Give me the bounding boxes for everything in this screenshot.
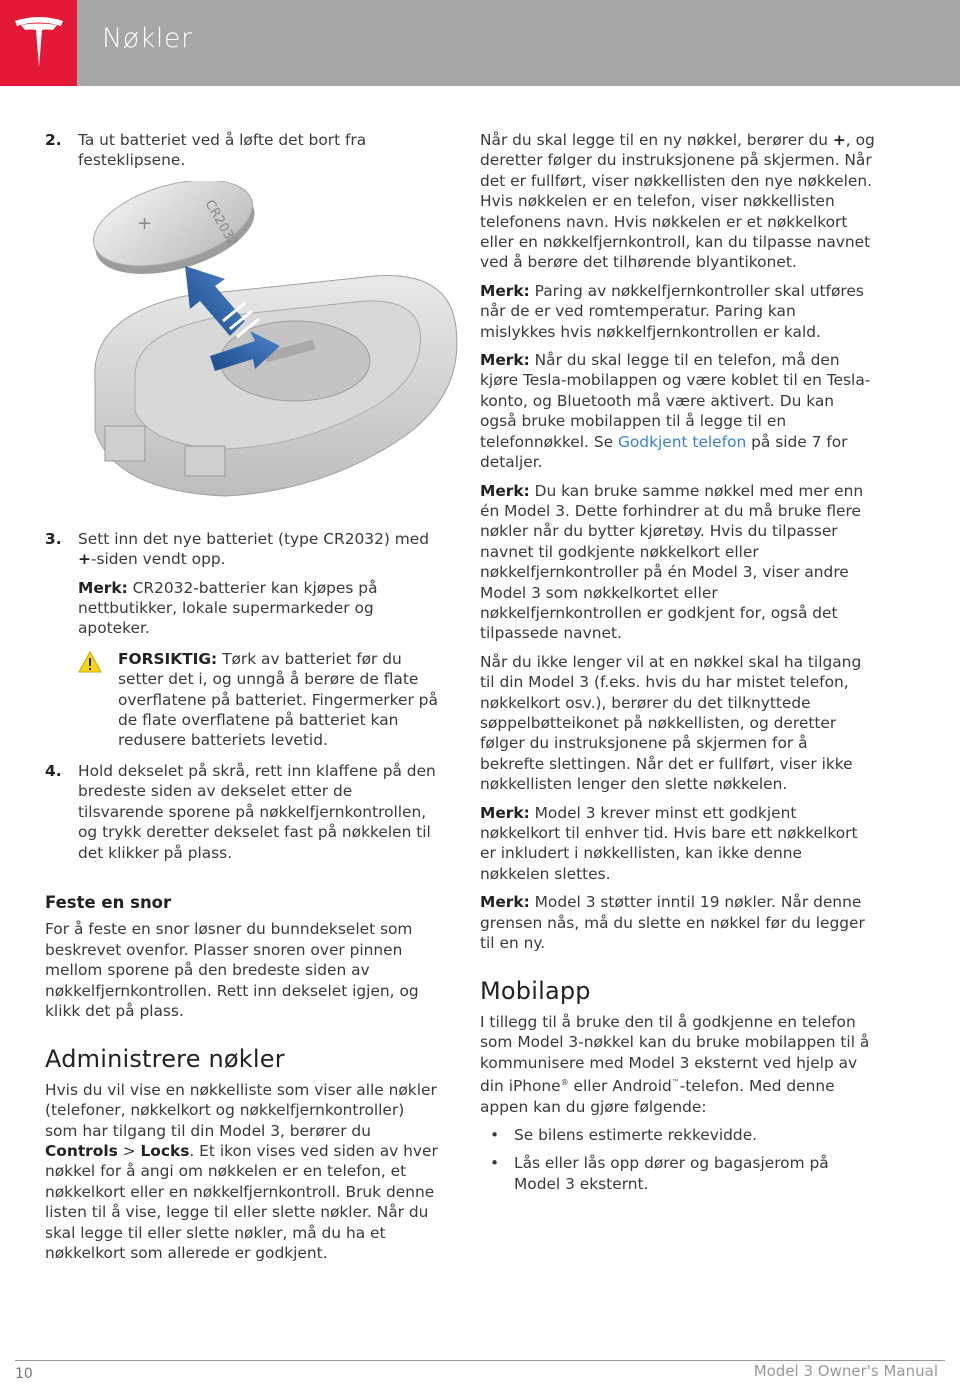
manual-title: Model 3 Owner's Manual [753, 1362, 938, 1380]
registered-mark: ® [560, 1078, 569, 1088]
note-1 [480, 281, 875, 342]
caution-text: Tørk av batteriet før du setter det i, og unngå å berøre de flate overflatene på batteriet. Fingermerker på de flate overflatene på batteriet kan redusere batteriets levetid. [118, 649, 438, 750]
note-label: Merk: [480, 803, 530, 822]
left-column [45, 130, 440, 1271]
mobile-text-2: eller Android [568, 1077, 672, 1096]
step-text: Ta ut batteriet ved å løfte det bort fra festeklipsene. [78, 131, 367, 170]
approved-phone-link[interactable]: Godkjent telefon [617, 432, 747, 451]
manage-keys-heading: Administrere nøkler [45, 1045, 285, 1074]
mobile-text-3: -telefon. Med denne appen kan du gjøre følgende: [480, 1077, 835, 1116]
note-5 [480, 892, 875, 953]
step-4 [45, 761, 440, 863]
note-label: Merk: [480, 351, 530, 370]
caution-block [78, 649, 440, 751]
note-2 [480, 350, 875, 472]
step-number: 2. [45, 131, 62, 149]
note-text-pre: Når du skal legge til en telefon, må den kjøre Tesla-mobilappen og være koblet til en Tesla-konto, og Bluetooth må være aktivert. Du kan også bruke mobilappen til å legge til en telefonnøkkel. Se [480, 351, 871, 451]
note-text: CR2032-batterier kan kjøpes på nettbutikker, lokale supermarkeder og apoteker. [78, 578, 378, 638]
list-item-text: Lås eller lås opp dører og bagasjerom på Model 3 eksternt. [514, 1154, 829, 1193]
note-4 [480, 803, 875, 885]
note-text: Du kan bruke samme nøkkel med mer enn én Model 3. Dette forhindrer at du må bruke flere nøkler når du bytter kjøretøy. Hvis du tilpasser navnet til godkjente nøkkelkort eller nøkkelfjernkontroller på én Model 3, viser andre Model 3 som nøkkelkortet eller nøkkelfjernkontrollen er godkjent for, også det tilpassede navnet. [480, 481, 864, 643]
right-column [480, 130, 875, 1194]
list-item [480, 1153, 875, 1194]
list-item-text: Se bilens estimerte rekkevidde. [514, 1126, 758, 1144]
note-text: Model 3 krever minst ett godkjent nøkkelkort til enhver tid. Hvis bare ett nøkkelkort er inkludert i nøkkellisten, kan ikke denne nøkkelen slettes. [480, 803, 858, 883]
step-text-pre: Sett inn det nye batteriet (type CR2032) med [78, 529, 430, 548]
page-header [0, 0, 960, 86]
step-text: Hold dekselet på skrå, rett inn klaffene på den bredeste siden av dekselet etter de tilsvarende sporene på nøkkelfjernkontrollen, og trykk deretter dekselet fast på nøkkelen til det klikker på plass. [78, 761, 436, 862]
note-3 [480, 481, 875, 644]
trademark-mark: ™ [671, 1078, 680, 1088]
manage-keys-text [45, 1080, 440, 1264]
caution-label: FORSIKTIG: [118, 649, 218, 668]
add-key-text-post: , og deretter følger du instruksjonene på skjermen. Når det er fullført, viser nøkkellisten den nye nøkkelen. Hvis nøkkelen er en telefon, viser nøkkellisten telefonens navn. Hvis nøkkelen er et nøkkelkort eller en nøkkelfjernkontroll, kan du tilpasse navnet ved å berøre det tilhørende blyantikonet. [480, 131, 875, 272]
tesla-logo [0, 0, 77, 86]
step-number: 4. [45, 761, 62, 780]
tesla-logo-icon [13, 15, 65, 71]
battery-plus-sign: + [137, 212, 153, 234]
note-label: Merk: [480, 893, 530, 912]
step-number: 3. [45, 529, 62, 548]
separator: > [117, 1141, 141, 1160]
manage-text-post: . Et ikon vises ved siden av hver nøkkel for å angi om nøkkelen er en telefon, et nøkkelkort eller en nøkkelfjernkontroll. Bruk denne listen til å vise, legge til eller slette nøkler. Når du skal legge til eller slette nøkler, må du ha et nøkkelkort som allerede er godkjent. [45, 1141, 438, 1262]
locks-label: Locks [140, 1141, 190, 1160]
list-item [480, 1125, 875, 1145]
key-fob-battery-image [75, 181, 465, 521]
note-text-post: på side 7 for detaljer. [480, 432, 848, 472]
mobile-text-1: I tillegg til å bruke den til å godkjenne en telefon som Model 3-nøkkel kan du bruke mobilappen til å kommunisere med Model 3 eksternt ved hjelp av din iPhone [480, 1012, 870, 1096]
note-text: Model 3 støtter inntil 19 nøkler. Når denne grensen nås, må du slette en nøkkel før du legger til en ny. [480, 893, 865, 953]
bullet-marker: • [490, 1154, 500, 1173]
battery-illustration [75, 181, 465, 521]
plus-symbol: + [832, 131, 846, 149]
manage-text-pre: Hvis du vil vise en nøkkelliste som viser alle nøkler (telefoner, nøkkelkort og nøkkelfjernkontroller) som har tilgang til din Model 3, berører du [45, 1080, 437, 1140]
controls-label: Controls [45, 1141, 118, 1160]
step-2 [45, 130, 440, 171]
step-3 [45, 529, 440, 751]
add-key-paragraph [480, 130, 875, 273]
plus-symbol: + [78, 550, 91, 569]
note-label: Merk: [78, 578, 128, 597]
mobile-app-heading: Mobilapp [480, 977, 591, 1006]
bullet-marker: • [490, 1126, 500, 1144]
lanyard-heading: Feste en snor [45, 892, 172, 912]
note-label: Merk: [480, 281, 530, 300]
page-number: 10 [15, 1366, 33, 1382]
delete-key-paragraph: Når du ikke lenger vil at en nøkkel skal ha tilgang til din Model 3 (f.eks. hvis du har mistet telefon, nøkkelkort osv.), berører du det tilknyttede søppelbøtteikonet på nøkkellisten, og deretter følger du instruksjonene på skjermen for å bekrefte slettingen. Når det er fullført, viser ikke nøkkellisten lenger den slette nøkkelen. [480, 652, 862, 794]
step-text-post: -siden vendt opp. [90, 550, 226, 569]
footer-divider [15, 1360, 945, 1361]
warning-triangle-icon [78, 651, 102, 673]
note-label: Merk: [480, 481, 530, 500]
lanyard-text: For å feste en snor løsner du bunndekselet som beskrevet ovenfor. Plasser snoren over pinnen mellom sporene på den bredeste siden av nøkkelfjernkontrollen. Rett inn dekselet igjen, og klikk det på plass. [45, 920, 419, 1020]
add-key-text-pre: Når du skal legge til en ny nøkkel, berører du [480, 131, 833, 149]
page-title: Nøkler [102, 23, 193, 54]
note [78, 578, 440, 639]
mobile-app-text [480, 1012, 875, 1117]
battery-label: CR2032 [201, 197, 241, 250]
note-text: Paring av nøkkelfjernkontroller skal utføres når de er ved romtemperatur. Paring kan mislykkes hvis nøkkelfjernkontrollen er kald. [480, 281, 864, 341]
